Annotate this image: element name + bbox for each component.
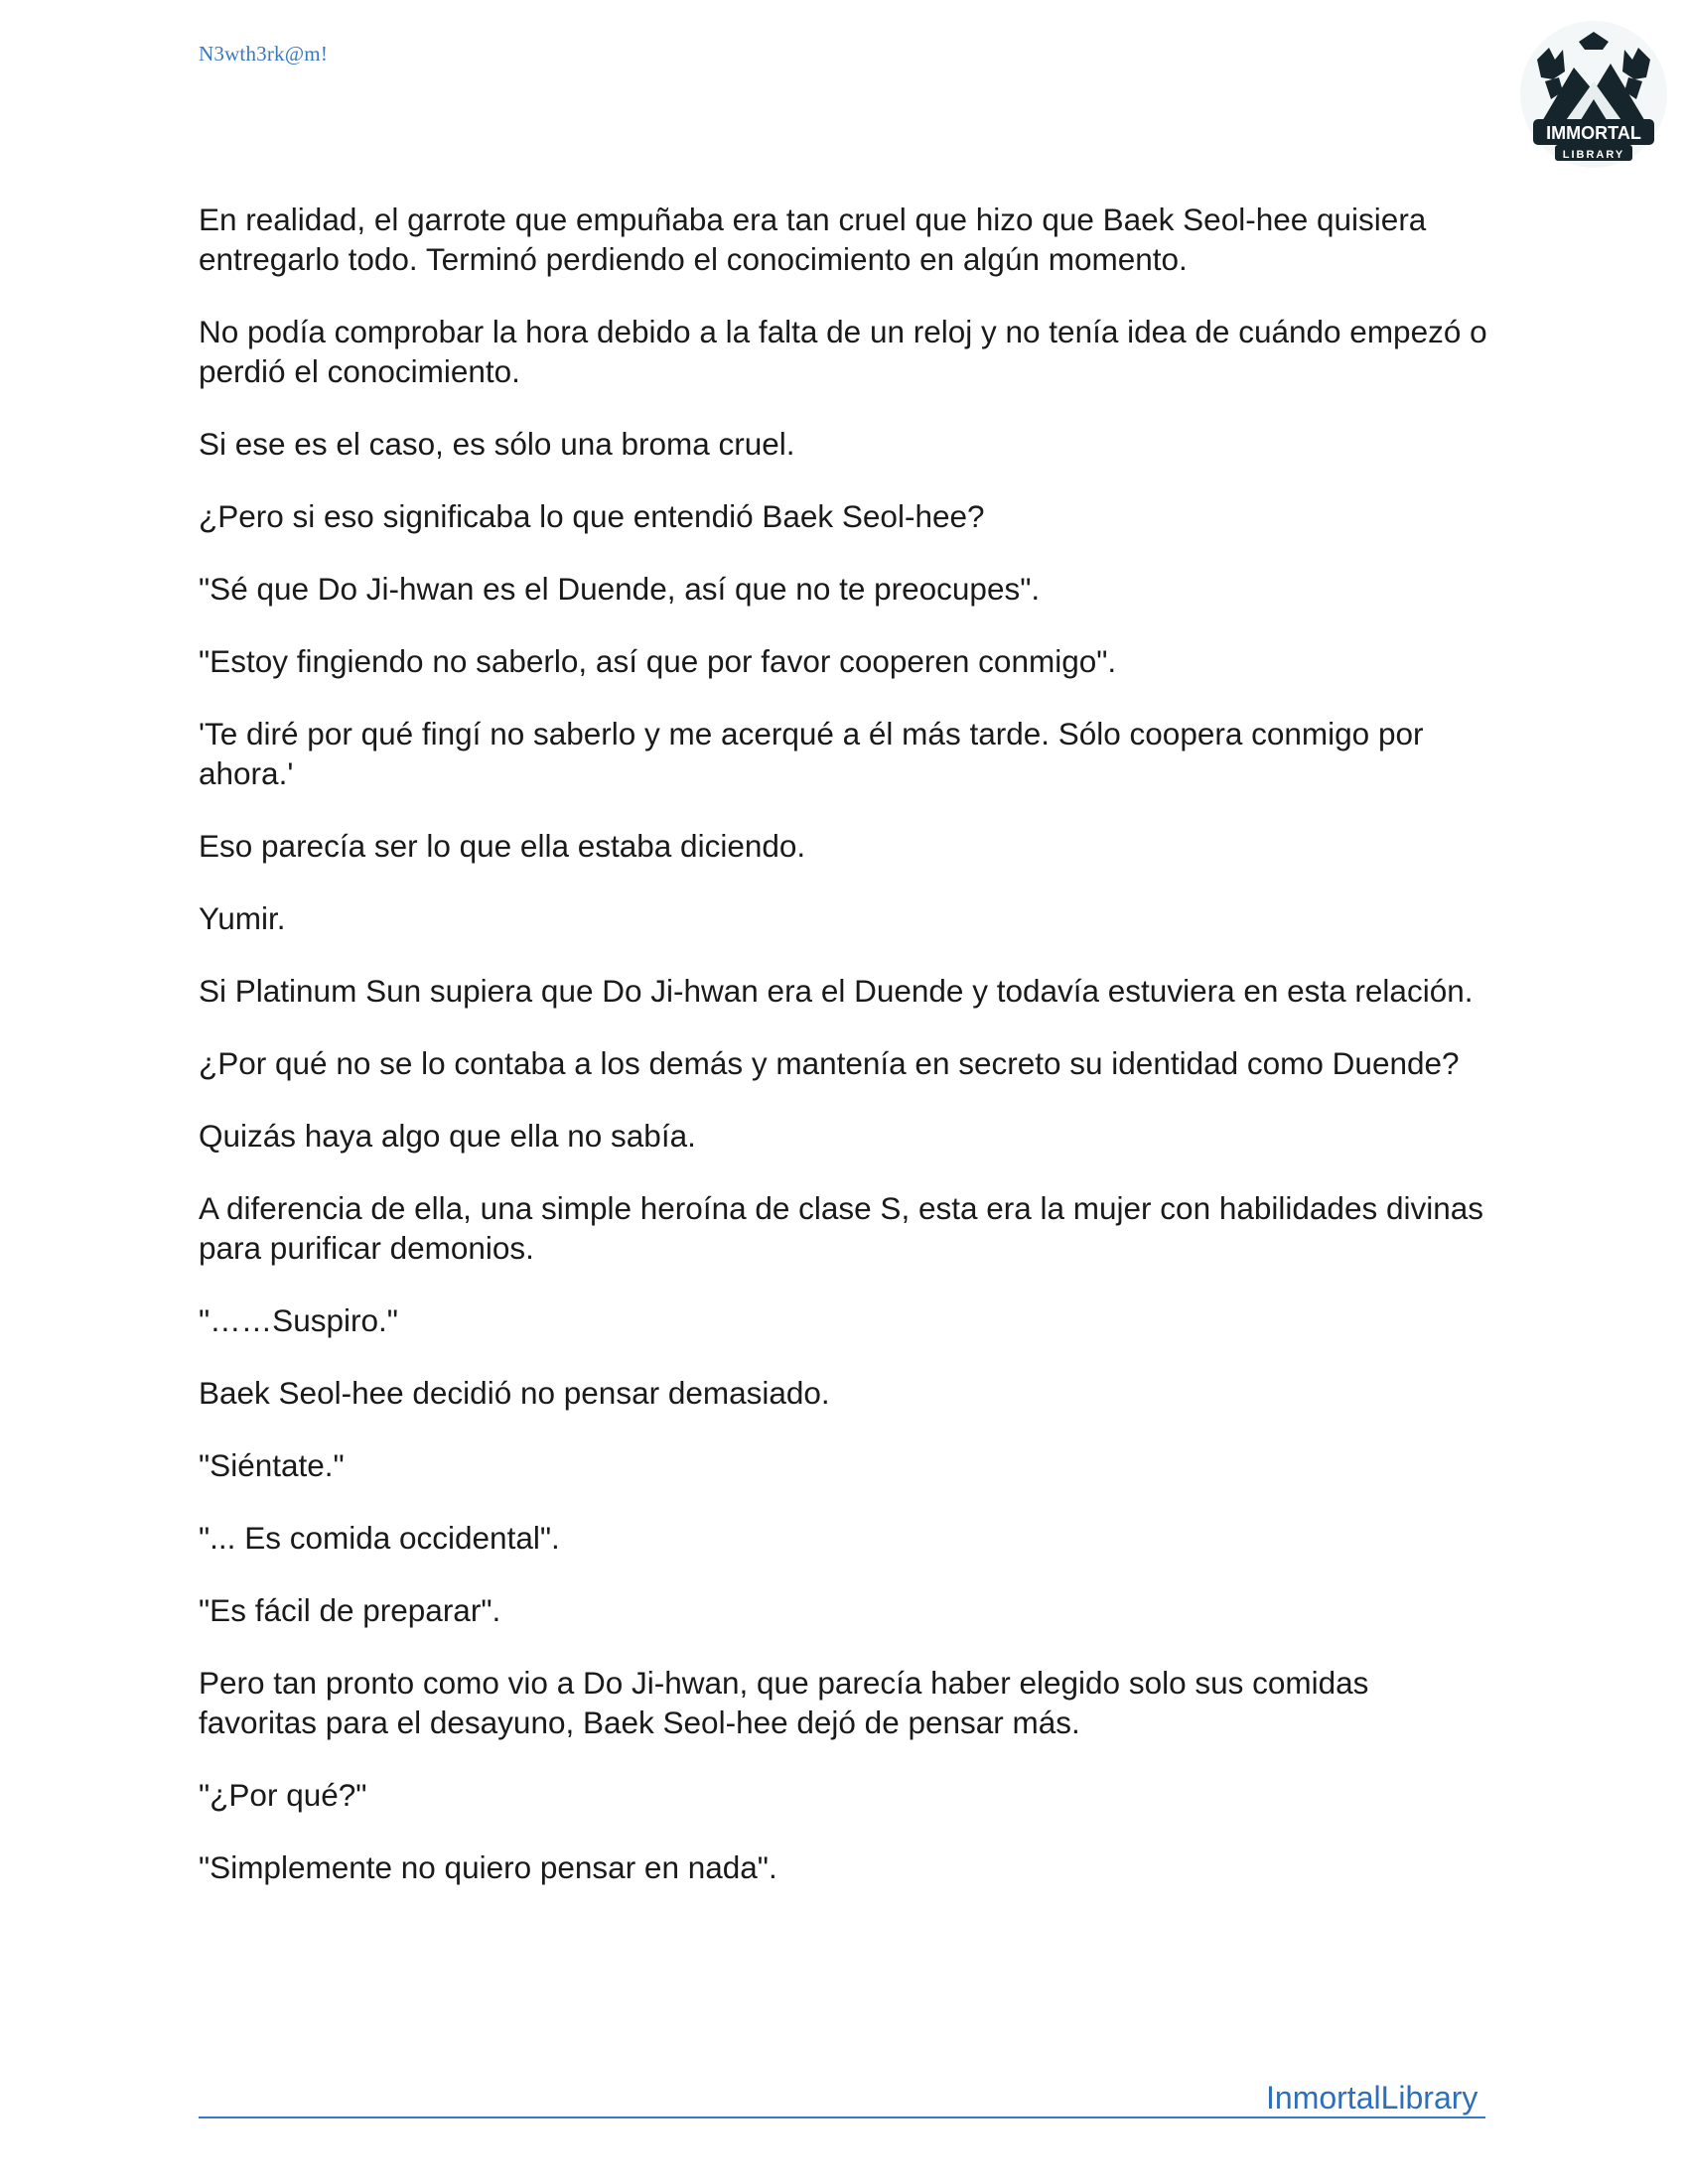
- document-body: [199, 200, 1489, 1920]
- paragraph: "Es fácil de preparar".: [199, 1592, 501, 1628]
- paragraph: Quizás haya algo que ella no sabía.: [199, 1118, 696, 1154]
- immortal-library-logo: [1519, 20, 1668, 169]
- logo-line1: IMMORTAL: [1546, 123, 1641, 143]
- paragraph: ¿Por qué no se lo contaba a los demás y mantenía en secreto su identidad como Duende?: [199, 1045, 1460, 1081]
- paragraph: "... Es comida occidental".: [199, 1520, 560, 1556]
- paragraph: No podía comprobar la hora debido a la falta de un reloj y no tenía idea de cuándo empezó o perdió el conocimiento.: [199, 314, 1487, 389]
- paragraph: "Estoy fingiendo no saberlo, así que por favor cooperen conmigo".: [199, 643, 1117, 679]
- paragraph: Pero tan pronto como vio a Do Ji-hwan, que parecía haber elegido solo sus comidas favoritas para el desayuno, Baek Seol-hee dejó de pensar más.: [199, 1665, 1369, 1740]
- paragraph: A diferencia de ella, una simple heroína de clase S, esta era la mujer con habilidades divinas para purificar demonios.: [199, 1190, 1484, 1266]
- paragraph: Eso parecía ser lo que ella estaba diciendo.: [199, 828, 806, 864]
- paragraph: Yumir.: [199, 900, 286, 936]
- paragraph: Si ese es el caso, es sólo una broma cruel.: [199, 426, 795, 462]
- footer-library-link[interactable]: InmortalLibrary: [1266, 2080, 1478, 2116]
- paragraph: Baek Seol-hee decidió no pensar demasiado.: [199, 1375, 830, 1411]
- paragraph: "¿Por qué?": [199, 1777, 367, 1813]
- paragraph: "Simplemente no quiero pensar en nada".: [199, 1849, 777, 1885]
- paragraph: ¿Pero si eso significaba lo que entendió Baek Seol-hee?: [199, 498, 985, 534]
- header-watermark: N3wth3rk@m!: [199, 42, 329, 66]
- paragraph: Si Platinum Sun supiera que Do Ji-hwan era el Duende y todavía estuviera en esta relación.: [199, 973, 1474, 1009]
- paragraph: En realidad, el garrote que empuñaba era tan cruel que hizo que Baek Seol-hee quisiera entregarlo todo. Terminó perdiendo el conocimiento en algún momento.: [199, 202, 1427, 277]
- paragraph: "Siéntate.": [199, 1447, 345, 1483]
- paragraph: "Sé que Do Ji-hwan es el Duende, así que no te preocupes".: [199, 571, 1041, 607]
- logo-line2: LIBRARY: [1562, 149, 1625, 161]
- paragraph: 'Te diré por qué fingí no saberlo y me acerqué a él más tarde. Sólo coopera conmigo por ahora.': [199, 716, 1424, 791]
- paragraph: "……Suspiro.": [199, 1302, 398, 1338]
